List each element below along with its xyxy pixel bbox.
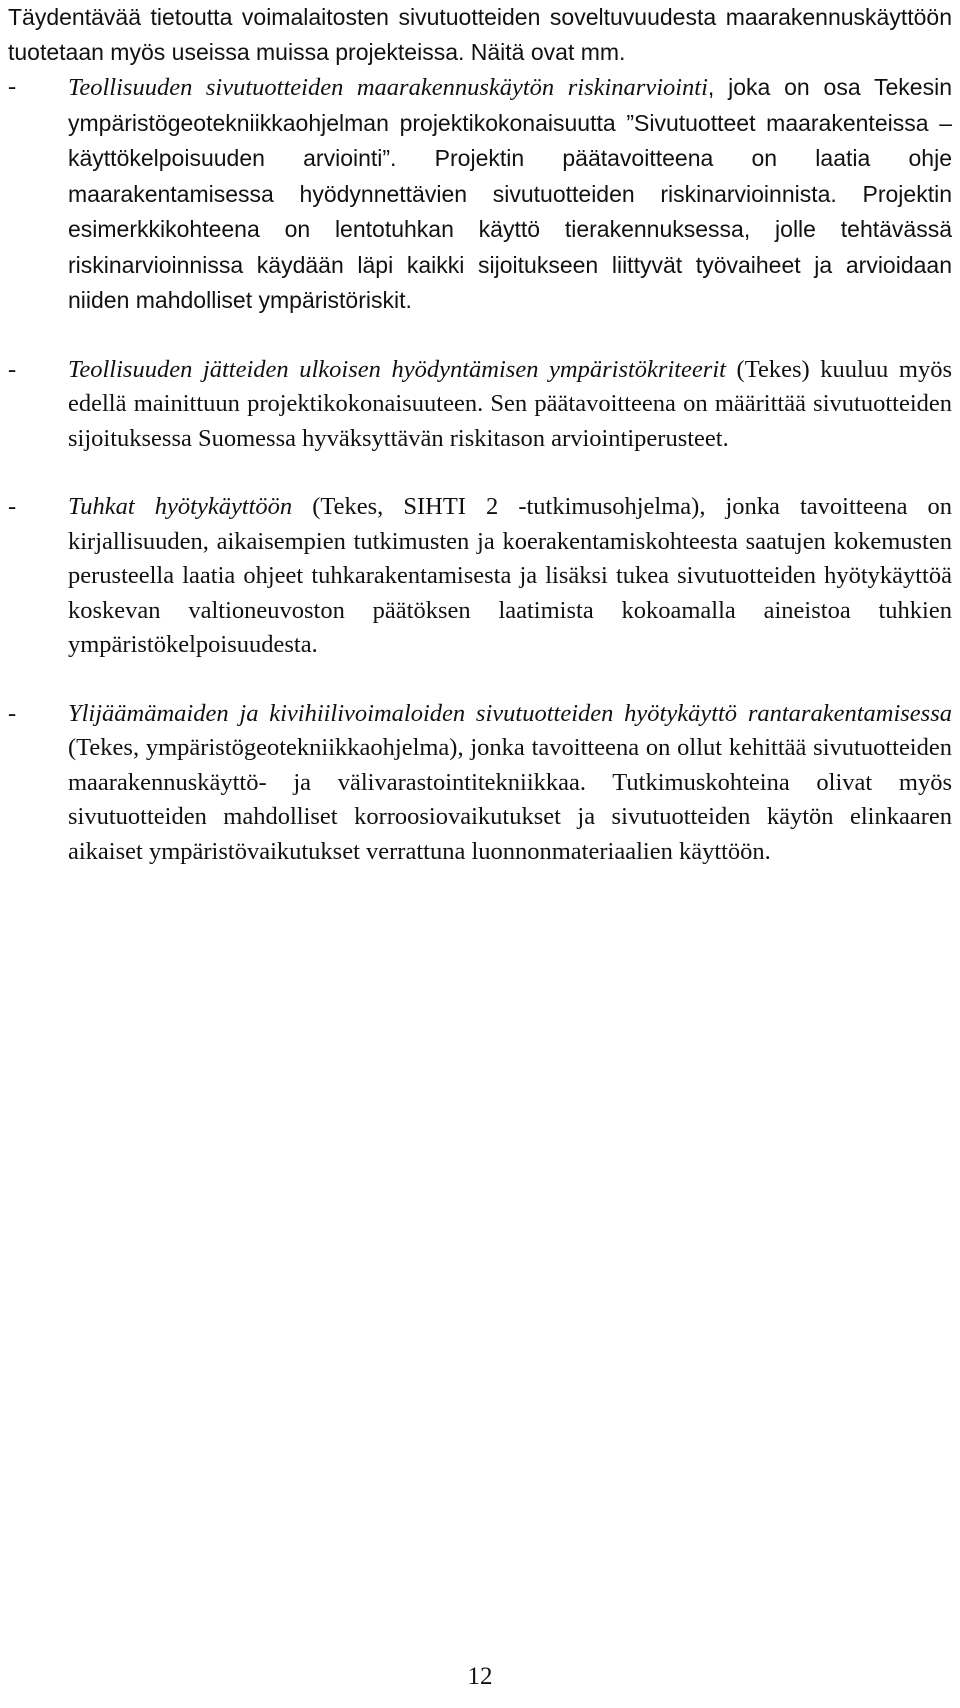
project-title: Ylijäämämaiden ja kivihiilivoimaloiden sivutuotteiden hyötykäyttö rantarakentamisessa <box>68 699 952 727</box>
list-item-text: (Tekes) kuuluu myös edellä mainittuun projektikokonaisuuteen. Sen päätavoitteena on määrittää sivutuotteiden sijoituksessa Suomessa hyväksyttävän riskitason arviointiperusteet. <box>68 355 952 452</box>
page-content <box>8 0 952 903</box>
project-title: Teollisuuden sivutuotteiden maarakennuskäytön riskinarviointi <box>68 74 708 101</box>
page-number: 12 <box>467 1663 493 1690</box>
list-item-text: (Tekes, ympäristögeotekniikkaohjelma), jonka tavoitteena on ollut kehittää sivutuotteiden maarakennuskäyttö- ja välivarastointitekniikkaa. Tutkimuskohteina olivat myös sivutuotteiden mahdolliset korroosiovaikutukset ja sivutuotteiden käytön elinkaaren aikaiset ympäristövaikutukset verrattuna luonnonmateriaalien käyttöön. <box>68 734 952 865</box>
list-dash: - <box>8 493 17 520</box>
list-item-ymparistokriteerit <box>8 353 952 457</box>
list-item-body <box>68 490 952 663</box>
list-dash: - <box>8 73 17 100</box>
list-item-riskinarviointi <box>8 70 952 319</box>
list-item-text: (Tekes, SIHTI 2 -tutkimusohjelma), jonka tavoitteena on kirjallisuuden, aikaisempien tutkimusten ja koerakentamiskohteesta saatujen kokemusten perusteella laatia ohjeet tuhkarakentamisesta ja lisäksi tukea sivutuotteiden hyötykäyttöä koskevan valtioneuvoston päätöksen laatimista kokoamalla aineistoa tuhkien ympäristökelpoisuudesta. <box>68 493 953 658</box>
project-title: Tuhkat hyötykäyttöön <box>68 493 293 520</box>
list-item-body <box>68 697 952 870</box>
list-item-text: ”Sivutuotteet maarakenteissa – käyttökelpoisuuden arviointi”. Projektin päätavoitteena on laatia ohje maarakentamisessa hyödynnettävien sivutuotteiden riskinarvioinnista. Projektin esimerkkikohteena on lentotuhkan käyttö tierakennuksessa, jolle tehtävässä riskinarvioinnissa käydään läpi kaikki sijoitukseen liittyvät työvaiheet ja arvioidaan niiden mahdolliset ympäristöriskit. <box>68 109 952 313</box>
list-item-text: , joka on osa Tekesin ympäristögeotekniikkaohjelman projektikokonaisuutta <box>68 74 952 136</box>
intro-paragraph: Täydentävää tietoutta voimalaitosten sivutuotteiden soveltuvuudesta maarakennuskäyttöön tuotetaan myös useissa muissa projekteissa. Näitä ovat mm. <box>8 4 952 65</box>
project-title: Teollisuuden jätteiden ulkoisen hyödyntämisen ympäristökriteerit <box>68 355 726 383</box>
list-dash: - <box>8 355 17 383</box>
list-dash: - <box>8 699 17 727</box>
list-item-tuhkat <box>8 490 952 663</box>
list-item-ylijaamamaat <box>8 697 952 870</box>
list-item-body <box>68 353 952 457</box>
list-item-body <box>68 70 952 319</box>
